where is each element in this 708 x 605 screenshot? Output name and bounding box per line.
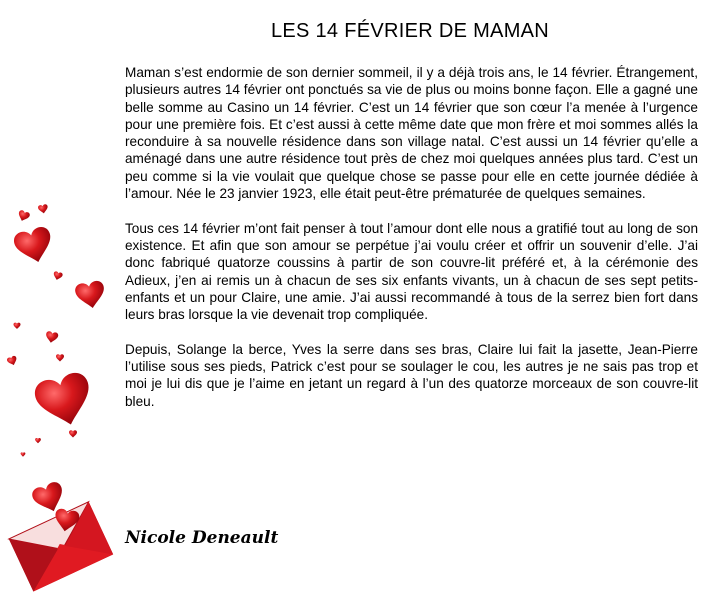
paragraph-1: Maman s’est endormie de son dernier sommeil, il y a déjà trois ans, le 14 février. Étrangement, plusieurs autres 14 février ont ponctués sa vie de plus ou moins bonne façon. Elle a gagné une belle somme au Casino un 14 février. C’est un 14 février que son cœur l’a menée à l’urgence pour une première fois. Et c’est aussi à cette même date que mon frère et moi sommes allés la reconduire à sa nouvelle résidence dans son village natal. C’est aussi un 14 février qu’elle a aménagé dans une autre résidence tout près de chez moi quelques années plus tard. C’est un peu comme si la vie voulait que quelque chose se passe pour elle en cette journée dédiée à l’amour. Née le 23 janvier 1923, elle était peut-être prématurée de quelques semaines.	[125, 65, 698, 202]
heart-icon	[45, 331, 59, 344]
heart-icon	[74, 280, 107, 311]
signature: Nicole Deneault	[125, 528, 279, 548]
heart-icon	[32, 370, 97, 432]
hearts-decoration	[0, 180, 125, 605]
heart-icon	[69, 430, 77, 437]
heart-icon	[35, 438, 41, 443]
heart-icon	[13, 323, 20, 329]
heart-icon	[6, 355, 18, 366]
page-title: LES 14 FÉVRIER DE MAMAN	[270, 20, 550, 42]
heart-icon	[52, 271, 63, 281]
article-body	[125, 64, 698, 427]
heart-icon	[12, 225, 56, 267]
heart-icon	[21, 452, 26, 456]
heart-icon	[38, 204, 49, 214]
heart-icon	[17, 209, 31, 222]
paragraph-3: Depuis, Solange la berce, Yves la serre dans ses bras, Claire lui fait la jasette, Jean-Pierre l’utilise sous ses pieds, Patrick c’est pour se soulager le cou, les autres je ne sais pas trop et moi je lui dis que je l’aime en jetant un regard à l’un des quatorze morceaux de son couvre-lit bleu.	[125, 341, 698, 409]
paragraph-2: Tous ces 14 février m’ont fait penser à tout l’amour dont elle nous a gratifié tout au long de son existence. Et afin que son amour se perpétue j’ai voulu créer et offrir un souvenir d’elle. J’ai donc fabriqué quatorze coussins à partir de son couvre-lit préféré et, à la cérémonie des Adieux, j’en ai remis un à chacun de ses six enfants vivants, un à chacun de ses sept petits-enfants et un pour Claire, une amie. J’ai aussi recommandé à tous de la serrez bien fort dans leurs bras lorsque la vie devenait trop compliquée.	[125, 220, 698, 323]
heart-icon	[56, 354, 64, 361]
